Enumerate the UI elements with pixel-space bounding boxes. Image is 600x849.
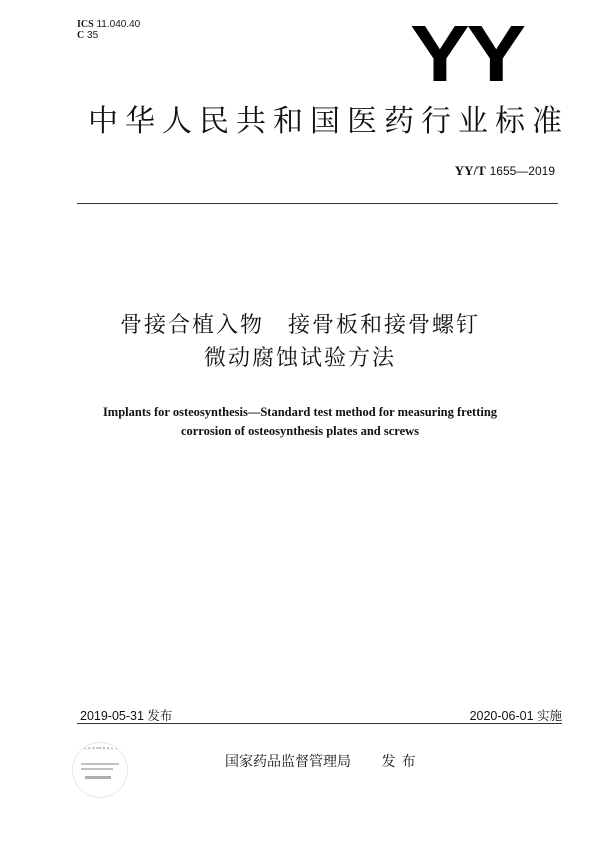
standard-prefix: YY/T (454, 163, 486, 178)
org-title: 中华人民共和国医药行业标准 (88, 104, 569, 139)
stamp-text-line (81, 763, 119, 765)
footer-divider (77, 723, 562, 724)
english-title-line-2: corrosion of osteosynthesis plates and screws (180, 424, 420, 438)
standard-logo: YY (410, 9, 523, 98)
stamp-seal-icon (72, 742, 128, 798)
ccs-code: 35 (87, 30, 99, 41)
chinese-title (60, 309, 540, 375)
issuer-name: 国家药品监督管理局 (225, 754, 351, 770)
implement-date: 2020-06-01 实施 (469, 709, 562, 723)
ics-label: ICS (77, 19, 94, 30)
chinese-title-line-2: 微动腐蚀试验方法 (203, 346, 396, 371)
chinese-title-line-1: 骨接合植入物 接骨板和接骨螺钉 (119, 313, 480, 338)
ccs-label: C (77, 30, 85, 41)
standard-number-value: 1655—2019 (489, 164, 555, 178)
issue-action: 发布 (381, 754, 422, 770)
stamp-ring (79, 747, 119, 753)
english-title-line-1: Implants for osteosynthesis—Standard test method for measuring fretting (102, 405, 498, 419)
english-title (70, 403, 530, 441)
standard-number (400, 163, 555, 179)
classification-codes (77, 19, 140, 41)
publish-date: 2019-05-31 发布 (80, 709, 173, 723)
ics-code: 11.040.40 (96, 19, 141, 30)
ics-code-line (77, 19, 140, 30)
stamp-text-line (85, 776, 111, 779)
ccs-code-line (77, 30, 140, 41)
header-divider (77, 203, 558, 204)
issuer-line (225, 751, 421, 771)
stamp-text-line (81, 768, 113, 770)
